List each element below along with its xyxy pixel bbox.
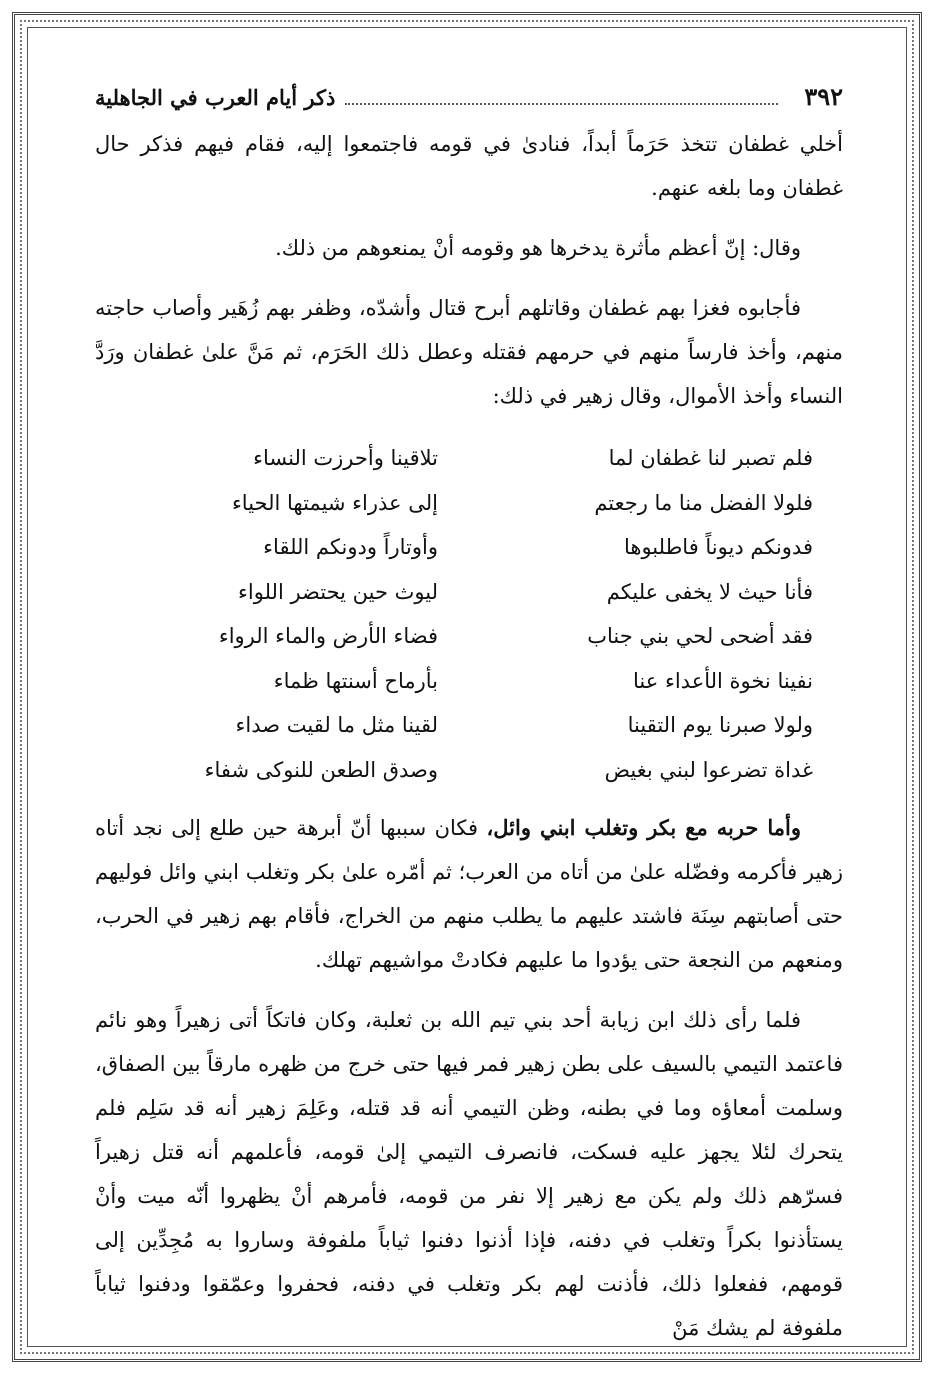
verse-first-hemistich: فدونكم ديوناً فاطلبوها [623,535,813,560]
verse-second-hemistich: لقينا مثل ما لقيت صداء [235,713,438,738]
war-text: فكان سببها أنّ أبرهة حين طلع إلى نجد أتاه زهير فأكرمه وفضّله علىٰ من أتاه من العرب؛ ثم أمّره علىٰ بكر وتغلب ابني وائل فوليهم حتى أصابتهم سِنَة فاشتد عليهم ما يطلب منهم من الخراج، فأقام بهم زهير في الحرب، ومنعهم من النجعة حتى يؤدوا ما عليهم فكادتْ مواشيهم تهلك. [95,816,843,972]
verse [95,436,843,481]
verse [95,614,843,659]
page-number: ٣٩٢ [804,82,843,111]
verse-second-hemistich: ليوث حين يحتضر اللواء [238,579,438,604]
verse [95,525,843,570]
verse-first-hemistich: فأنا حيث لا يخفى عليكم [606,579,813,604]
verse-second-hemistich: وأوتاراً ودونكم اللقاء [263,535,438,560]
book-page [95,82,843,1340]
paragraph-1: أخلي غطفان تتخذ حَرَماً أبداً، فنادىٰ في قومه فاجتمعوا إليه، فقام فيهم فذكر حال غطفان وما بلغه عنهم. [95,132,843,200]
verse-second-hemistich: فضاء الأرض والماء الرواء [218,624,438,649]
verse-first-hemistich: نفينا نخوة الأعداء عنا [633,668,813,693]
verse-second-hemistich: وصدق الطعن للنوكى شفاء [204,757,438,782]
verse-first-hemistich: ولولا صبرنا يوم التقينا [627,713,813,738]
poem [95,436,843,792]
verse [95,748,843,793]
war-lead: وأما حربه مع بكر وتغلب ابني وائل، [486,815,802,840]
verse [95,481,843,526]
verse-first-hemistich: غداة تضرعوا لبني بغيض [604,757,813,782]
verse-second-hemistich: إلى عذراء شيمتها الحياء [231,490,438,515]
running-title: ذكر أيام العرب في الجاهلية [95,85,336,110]
verse-second-hemistich: تلاقينا وأحرزت النساء [253,446,438,471]
page-header [95,82,843,122]
verse [95,659,843,704]
war-paragraph [95,806,843,982]
paragraph-2: وقال: إنّ أعظم مأثرة يدخرها هو وقومه أنْ يمنعوهم من ذلك. [275,236,801,260]
verse [95,703,843,748]
verse-first-hemistich: فقد أضحى لحي بني جناب [587,624,813,649]
verse-first-hemistich: فلم تصبر لنا غطفان لما [608,446,813,471]
header-dotted-rule [345,89,778,105]
verse-second-hemistich: بأرماح أسنتها ظماء [273,668,438,693]
verse-first-hemistich: فلولا الفضل منا ما رجعتم [594,490,813,515]
final-paragraph: فلما رأى ذلك ابن زيابة أحد بني تيم الله بن ثعلبة، وكان فاتكاً أتى زهيراً وهو نائم فاعتمد التيمي بالسيف على بطن زهير فمر فيها حتى خرج من ظهره مارقاً بين الصفاق، وسلمت أمعاؤه وما في بطنه، وظن التيمي أنه قد قتله، وعَلِمَ زهير أنه قد سَلِم فلم يتحرك لئلا يجهز عليه فسكت، فانصرف التيمي إلىٰ قومه، فأعلمهم أنه قتل زهيراً فسرّهم ذلك ولم يكن مع زهير إلا نفر من قومه، فأمرهم أنْ يظهروا أنّه ميت وأنْ يستأذنوا بكراً وتغلب في دفنه، فإذا أذنوا دفنوا ثياباً ملفوفة وساروا به مُجِدِّين إلى قومهم، ففعلوا ذلك، فأذنت لهم بكر وتغلب في دفنه، فحفروا وعمّقوا ودفنوا ثياباً ملفوفة لم يشك مَنْ [95,1008,843,1340]
verse [95,570,843,615]
paragraph-3: فأجابوه فغزا بهم غطفان وقاتلهم أبرح قتال وأشدّه، وظفر بهم زُهَير وأصاب حاجته منهم، وأخذ فارساً منهم في حرمهم فقتله وعطل ذلك الحَرَم، ثم مَنَّ علىٰ غطفان ورَدَّ النساء وأخذ الأموال، وقال زهير في ذلك: [95,296,843,408]
